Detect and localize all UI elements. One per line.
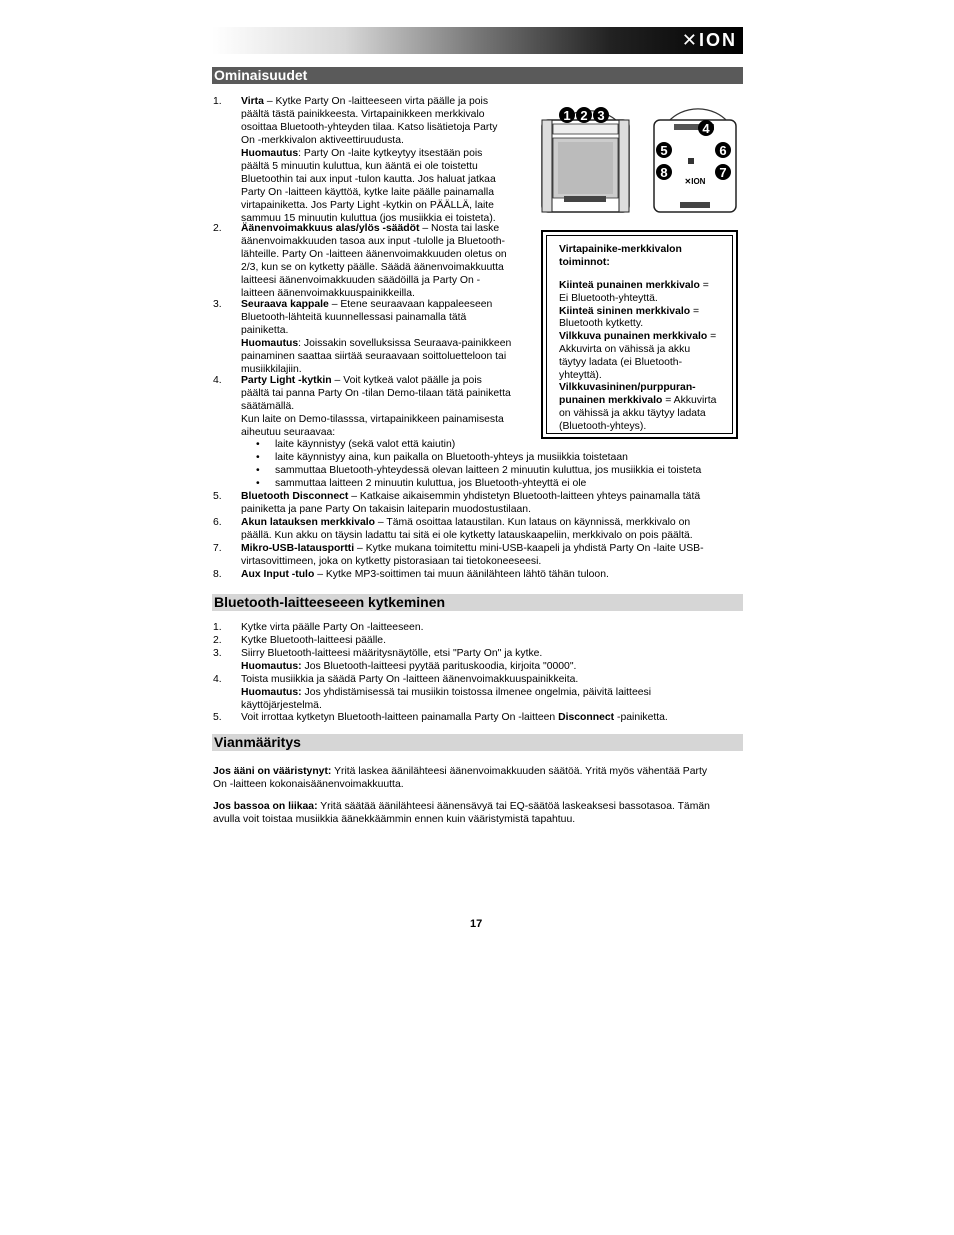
device-brand: ✕ION — [684, 177, 706, 186]
callout-number-6: 6 — [719, 143, 727, 158]
item-number: 6. — [213, 517, 222, 528]
item-usb-port: Mikro-USB-latausportti – Kytke mukana toimitettu mini-USB-kaapeli ja yhdistä Party On -laite USB- virtasovittimeen, joka on kytketty pistorasiaan tai tietokoneeseesi. — [241, 543, 704, 567]
item-number: 1. — [213, 96, 222, 107]
device-illustration — [538, 88, 742, 216]
step-number: 4. — [213, 674, 222, 685]
callout-number-1: 1 — [563, 108, 571, 123]
item-next-track: Seuraava kappale – Etene seuraavaan kappaleeseen Bluetooth-lähteitä kuunnellessasi painamalla tätä painiketta. Huomautus: Joissakin sovelluksissa Seuraava-painikkeen painaminen saattaa siirtää seuraavaan soittoluetteloon tai musiikkilajiin. — [241, 299, 512, 375]
step-number: 3. — [213, 648, 222, 659]
step-text: Toista musiikkia ja säädä Party On -laitteen äänenvoimakkuuspainikkeita. Huomautus: Jos yhdistämisessä tai musiikin toistossa ilmenee ongelmia, päivitä laitteesi käyttöjärjestelmä. — [241, 674, 652, 711]
step-text: Kytke virta päälle Party On -laitteeseen. — [241, 622, 424, 633]
bullet-dot: • — [256, 439, 260, 450]
callout-title: Virtapainike-merkkivalon toiminnot: — [559, 244, 682, 268]
bullet-dot: • — [256, 452, 260, 463]
callout-number-7: 7 — [719, 165, 727, 180]
bullet-text: laite käynnistyy (sekä valot että kaiutin) — [275, 439, 456, 450]
step-text: Siirry Bluetooth-laitteesi määritysnäytölle, etsi "Party On" ja kytke. Huomautus: Jos Bluetooth-laitteesi pyytää parituskoodia, kirjoita "0000". — [241, 648, 577, 672]
item-number: 2. — [213, 223, 222, 234]
callout-number-4: 4 — [702, 121, 710, 136]
power-led-info-box — [541, 230, 738, 439]
troubleshoot-distortion: Jos ääni on vääristynyt: Yritä laskea äänilähteesi äänenvoimakkuuden säätöä. Yritä myös vähentää Party On -laitteen kokonaisäänenvoimakkuutta. — [213, 766, 708, 790]
step-number: 1. — [213, 622, 222, 633]
page-number: 17 — [470, 918, 483, 930]
device-front — [542, 111, 629, 212]
step-text: Voit irrottaa kytketyn Bluetooth-laitteen painamalla Party On -laitteen Disconnect -painiketta. — [241, 712, 668, 723]
device-back — [654, 109, 736, 212]
item-aux-input: Aux Input -tulo – Kytke MP3-soittimen tai muun äänilähteen lähtö tähän tuloon. — [241, 569, 609, 580]
callout-number-3: 3 — [597, 108, 605, 123]
callout-entries: Kiinteä punainen merkkivalo = Ei Bluetooth-yhteyttä. Kiinteä sininen merkkivalo = Bluetooth kytketty. Vilkkuva punainen merkkivalo = Akkuvirta on vähissä ja akku täytyy ladata (ei Bluetooth- yhteyttä). Vilkkuvasininen/purppuran- punainen merkkivalo = Akkuvirta on vähissä ja akku täytyy ladata (Bluetooth-yhteys). — [559, 280, 717, 432]
item-virta: Virta – Kytke Party On -laitteeseen virta päälle ja pois päältä tästä painikkeesta. Virtapainikkeen merkkivalo osoittaa Bluetooth-yhteyden tilaa. Katso lisätietoja Party On -merkkivalon aktiveettiruudusta. Huomautus: Party On -laite kytkeytyy itsestään pois päältä 5 minuutin kuluttua, kun ääntä ei ole toistettu Bluetoothin tai aux input -tulon kautta. Jos haluat jatkaa Party On -laitteen käyttöä, kytke laite päälle painamalla virtapainiketta. Jos Party Light -kytkin on PÄÄLLÄ, laite sammuu 15 minuutin kuluttua (jos musiikkia ei toisteta). — [241, 96, 498, 224]
bullet-text: laite käynnistyy aina, kun paikalla on Bluetooth-yhteys ja musiikkia toistetaan — [275, 452, 628, 463]
callout-number-2: 2 — [580, 108, 588, 123]
item-number: 4. — [213, 375, 222, 386]
item-party-light: Party Light -kytkin – Voit kytkeä valot päälle ja pois päältä tai panna Party On -tilan Demo-tilaan tätä painiketta säätämällä. Kun laite on Demo-tilasssa, virtapainikkeen painamisesta aiheutuu seuraavaa: — [241, 375, 511, 438]
step-number: 5. — [213, 712, 222, 723]
bullet-dot: • — [256, 465, 260, 476]
item-charge-led: Akun latauksen merkkivalo – Tämä osoittaa lataustilan. Kun lataus on käynnissä, merkkivalo on päällä. Kun akku on täysin ladattu tai sitä ei ole kytketty latauskaapeliin, merkkivalo on pois päältä. — [241, 517, 693, 541]
header-bar — [212, 27, 743, 54]
troubleshoot-bass: Jos bassoa on liikaa: Yritä säätää äänilähteesi äänensävyä tai EQ-säätöä laskeaksesi bassotasoa. Tämän avulla voit toistaa musiikkia äänekkäämmin ennen kuin vääristymistä tapahtuu. — [213, 801, 710, 825]
callout-number-5: 5 — [660, 143, 668, 158]
item-number: 5. — [213, 491, 222, 502]
bullet-dot: • — [256, 478, 260, 489]
item-volume: Äänenvoimakkuus alas/ylös -säädöt – Nosta tai laske äänenvoimakkuuden tasoa aux input -tulolle ja Bluetooth- lähteille. Party On -laitteen äänenvoimakkuuden oletus on 2/3, kun se on kytketty päälle. Säädä äänenvoimakkuutta laitteesi äänenvoimakkuuden säädöillä ja Party On - laitteen äänenvoimakkuuspainikkeilla. — [241, 223, 507, 299]
section-heading-troubleshooting: Vianmääritys — [212, 734, 743, 751]
item-number: 3. — [213, 299, 222, 310]
step-text: Kytke Bluetooth-laitteesi päälle. — [241, 635, 386, 646]
item-bt-disconnect: Bluetooth Disconnect – Katkaise aikaisemmin yhdistetyn Bluetooth-laitteen yhteys painamalla tätä painiketta ja pane Party On takaisin laiteparin muodostustilaan. — [241, 491, 701, 515]
section-heading-features: Ominaisuudet — [212, 67, 743, 84]
item-number: 7. — [213, 543, 222, 554]
step-number: 2. — [213, 635, 222, 646]
item-number: 8. — [213, 569, 222, 580]
bullet-text: sammuttaa Bluetooth-yhteydessä olevan laitteen 2 minuutin kuluttua, jos musiikkia ei toisteta — [275, 465, 702, 476]
ion-logo: ✕ION — [681, 30, 737, 50]
callout-number-8: 8 — [660, 165, 668, 180]
bullet-text: sammuttaa laitteen 2 minuutin kuluttua, jos Bluetooth-yhteyttä ei ole — [275, 478, 587, 489]
section-heading-bluetooth: Bluetooth-laitteeseeen kytkeminen — [212, 594, 743, 611]
